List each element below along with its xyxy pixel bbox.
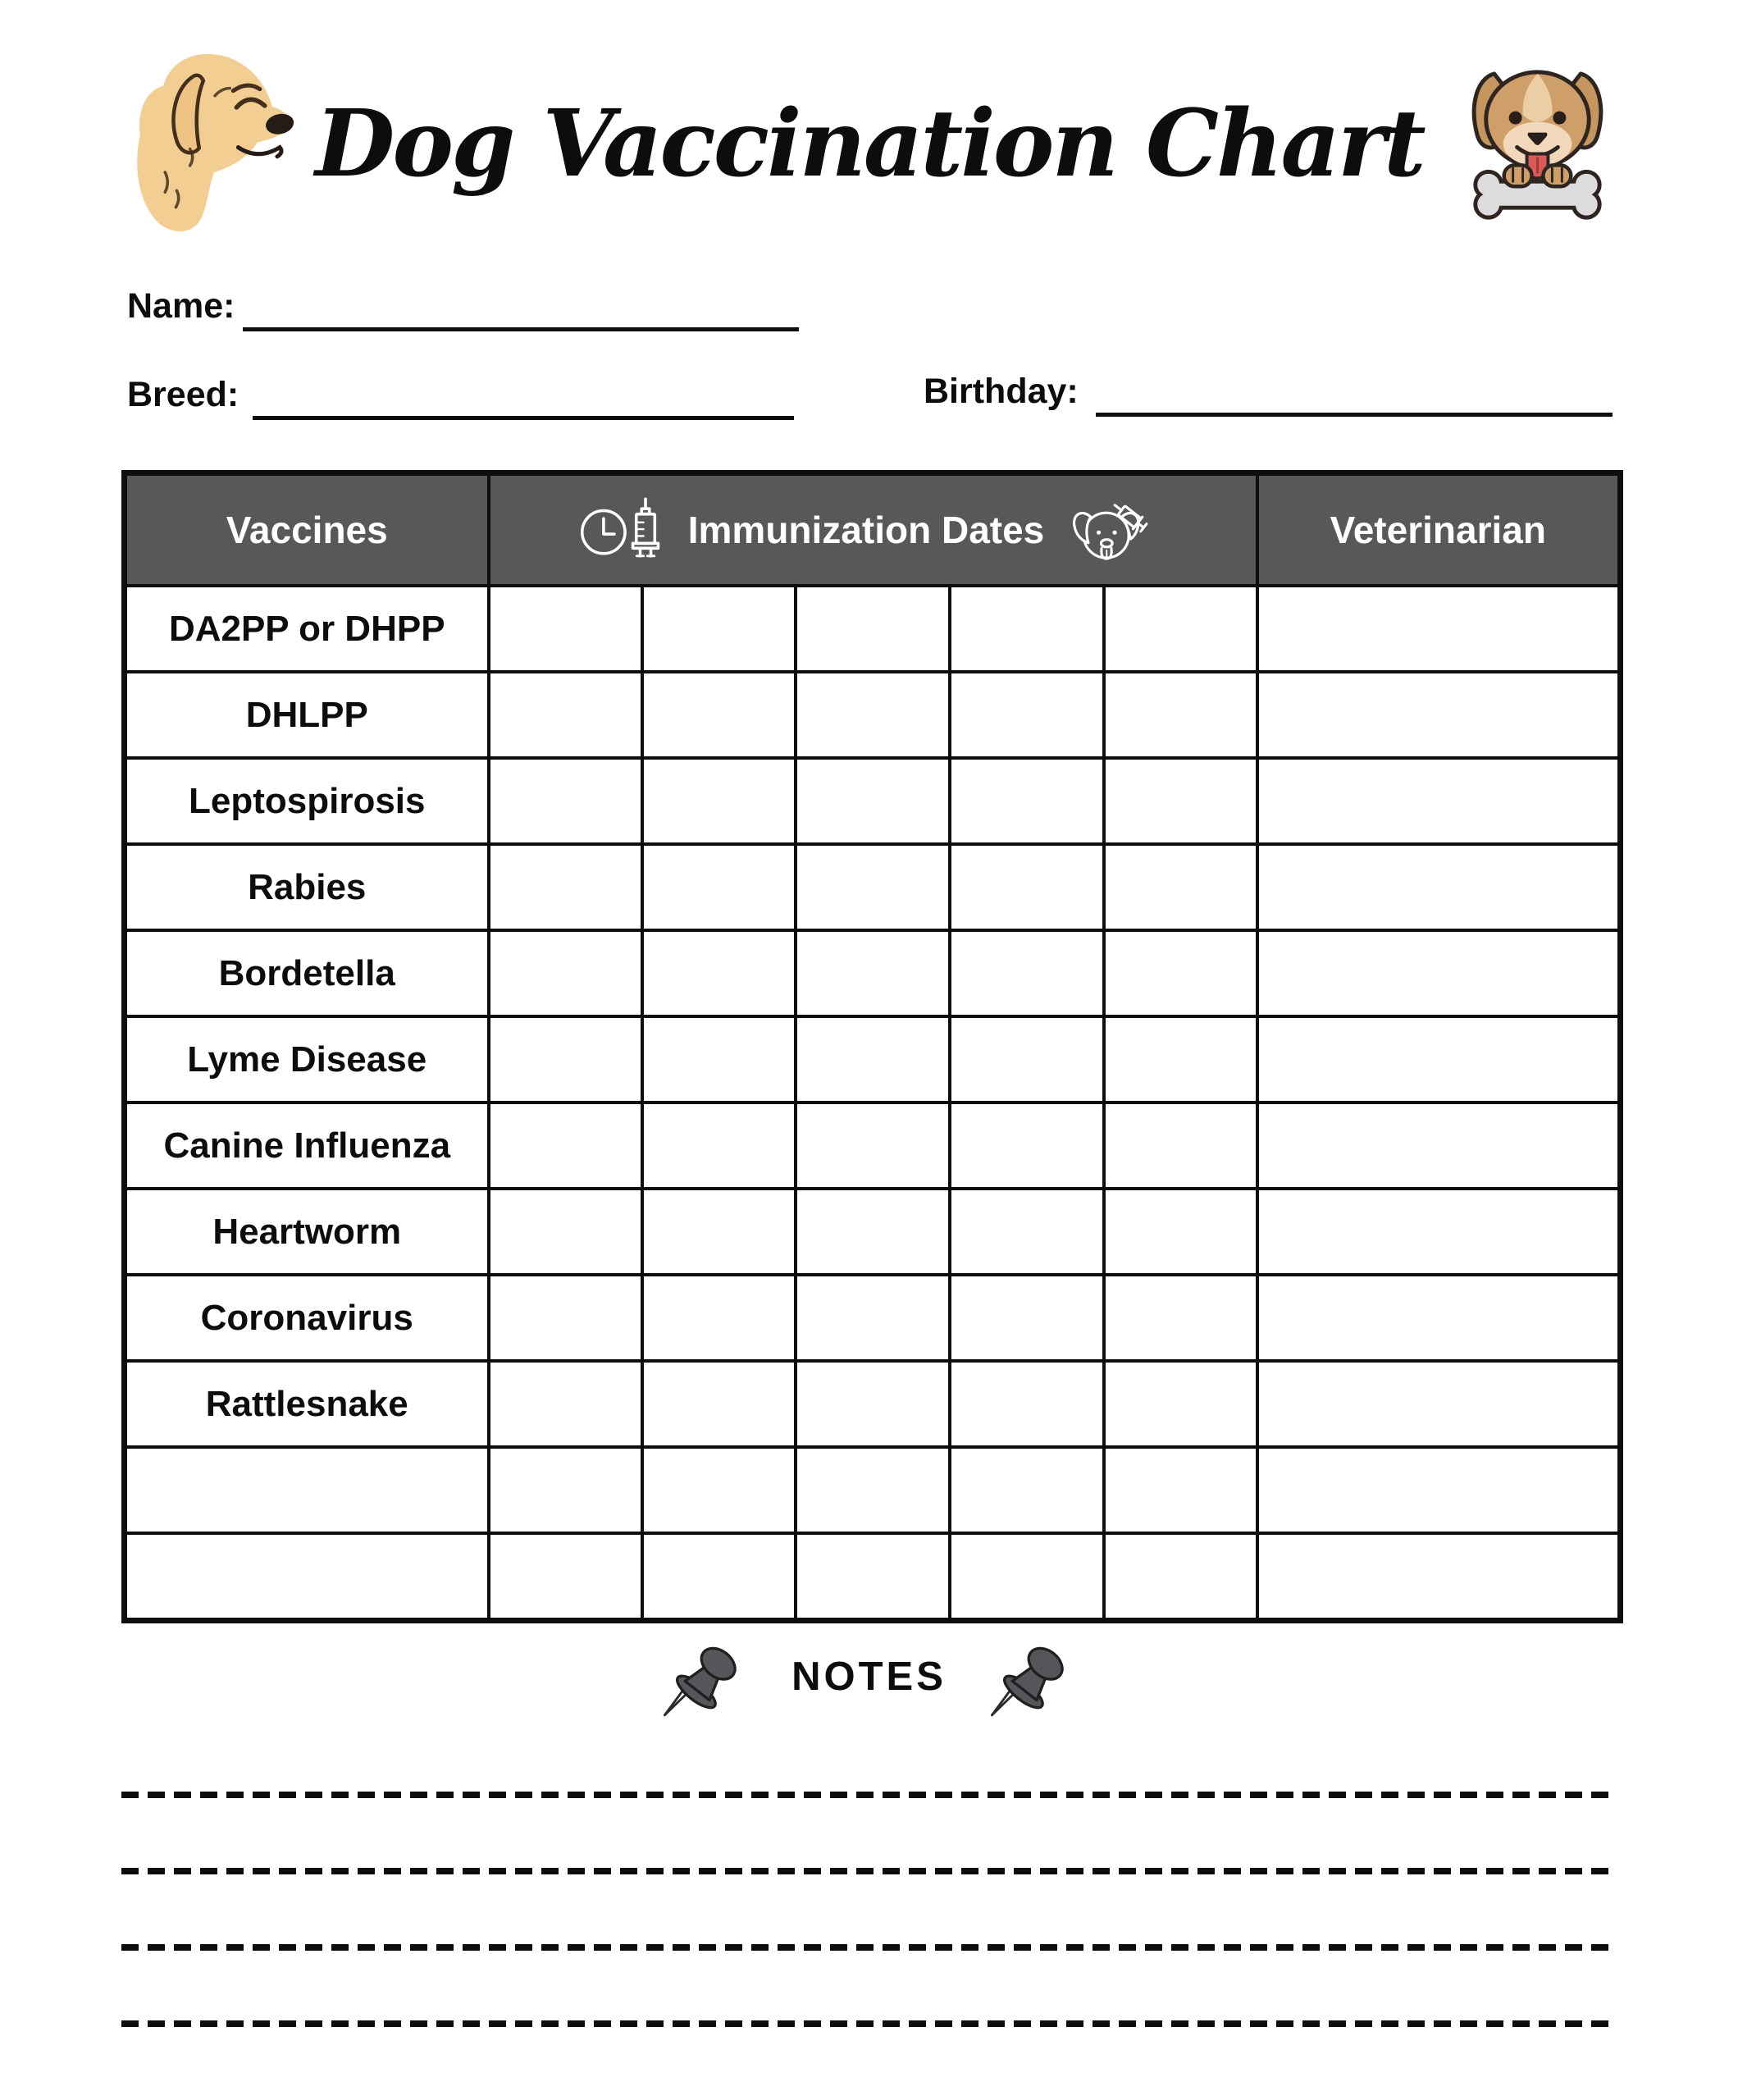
date-cell[interactable] [950,672,1104,758]
veterinarian-cell[interactable] [1257,844,1621,930]
breed-fill-line[interactable] [253,416,794,420]
veterinarian-cell[interactable] [1257,1275,1621,1361]
date-cell[interactable] [489,1275,642,1361]
date-cell[interactable] [489,930,642,1016]
veterinarian-cell[interactable] [1257,672,1621,758]
vaccine-name-cell-blank[interactable] [125,1447,489,1533]
date-cell[interactable] [489,586,642,672]
date-cell[interactable] [950,586,1104,672]
date-cell[interactable] [1104,1102,1257,1189]
date-cell[interactable] [796,672,950,758]
vaccine-name-cell: Coronavirus [125,1275,489,1361]
date-cell[interactable] [796,586,950,672]
table-row [125,1447,1621,1533]
dog-syringe-icon [1069,495,1167,564]
page-title: Dog Vaccination Chart [315,89,1424,198]
date-cell[interactable] [642,758,796,844]
vaccines-header: Vaccines [125,473,489,587]
puppy-with-bone-icon [1440,52,1635,236]
table-row [125,1361,1621,1447]
date-cell[interactable] [642,1016,796,1102]
notes-title: NOTES [791,1655,947,1699]
date-cell[interactable] [796,1361,950,1447]
vaccine-name-cell: Bordetella [125,930,489,1016]
table-row [125,758,1621,844]
veterinarian-cell[interactable] [1257,1533,1621,1621]
date-cell[interactable] [950,930,1104,1016]
veterinarian-cell[interactable] [1257,1102,1621,1189]
veterinarian-cell[interactable] [1257,1447,1621,1533]
veterinarian-header: Veterinarian [1257,473,1621,587]
table-row [125,930,1621,1016]
date-cell[interactable] [489,1102,642,1189]
date-cell[interactable] [796,1533,950,1621]
clock-syringe-icon [578,495,664,564]
date-cell[interactable] [642,586,796,672]
date-cell[interactable] [796,1447,950,1533]
vaccine-name-cell: Canine Influenza [125,1102,489,1189]
date-cell[interactable] [642,1275,796,1361]
date-cell[interactable] [796,1016,950,1102]
date-cell[interactable] [642,1447,796,1533]
table-header-row [125,473,1621,587]
date-cell[interactable] [489,844,642,930]
pushpin-icon [984,1628,1081,1725]
date-cell[interactable] [1104,758,1257,844]
date-cell[interactable] [796,930,950,1016]
date-cell[interactable] [489,1016,642,1102]
table-row [125,1189,1621,1275]
notes-fill-line[interactable] [121,2020,1616,2027]
date-cell[interactable] [1104,1447,1257,1533]
date-cell[interactable] [1104,672,1257,758]
date-cell[interactable] [489,1533,642,1621]
vaccine-name-cell: DA2PP or DHPP [125,586,489,672]
date-cell[interactable] [642,1533,796,1621]
table-row [125,586,1621,672]
table-row [125,1102,1621,1189]
birthday-label: Birthday: [924,372,1079,411]
date-cell[interactable] [489,1361,642,1447]
veterinarian-cell[interactable] [1257,1361,1621,1447]
pushpin-icon [657,1628,754,1725]
date-cell[interactable] [1104,586,1257,672]
date-cell[interactable] [796,1275,950,1361]
birthday-fill-line[interactable] [1096,413,1613,417]
date-cell[interactable] [950,1102,1104,1189]
date-cell[interactable] [950,1016,1104,1102]
table-row [125,1533,1621,1621]
date-cell[interactable] [950,1189,1104,1275]
vaccine-name-cell: Leptospirosis [125,758,489,844]
notes-header [0,1623,1738,1731]
date-cell[interactable] [489,1189,642,1275]
vaccine-name-cell: Heartworm [125,1189,489,1275]
vaccine-name-cell: Lyme Disease [125,1016,489,1102]
veterinarian-cell[interactable] [1257,930,1621,1016]
date-cell[interactable] [642,844,796,930]
date-cell[interactable] [1104,1361,1257,1447]
notes-fill-line[interactable] [121,1868,1616,1874]
date-cell[interactable] [1104,1275,1257,1361]
date-cell[interactable] [796,1102,950,1189]
date-cell[interactable] [796,844,950,930]
date-cell[interactable] [642,1189,796,1275]
veterinarian-cell[interactable] [1257,758,1621,844]
date-cell[interactable] [950,844,1104,930]
date-cell[interactable] [489,758,642,844]
table-row [125,844,1621,930]
date-cell[interactable] [642,930,796,1016]
veterinarian-cell[interactable] [1257,586,1621,672]
vaccine-name-cell: Rabies [125,844,489,930]
veterinarian-cell[interactable] [1257,1016,1621,1102]
name-label: Name: [127,286,235,326]
vaccine-name-cell: DHLPP [125,672,489,758]
vaccination-table [121,470,1623,1623]
date-cell[interactable] [642,672,796,758]
date-cell[interactable] [489,1447,642,1533]
notes-fill-line[interactable] [121,1792,1616,1798]
date-cell[interactable] [1104,844,1257,930]
date-cell[interactable] [1104,1189,1257,1275]
date-cell[interactable] [796,1189,950,1275]
table-row [125,672,1621,758]
date-cell[interactable] [950,1533,1104,1621]
table-row [125,1016,1621,1102]
golden-retriever-icon [116,48,308,235]
veterinarian-cell[interactable] [1257,1189,1621,1275]
vaccine-name-cell: Rattlesnake [125,1361,489,1447]
date-cell[interactable] [1104,1016,1257,1102]
date-cell[interactable] [950,758,1104,844]
table-row [125,1275,1621,1361]
date-cell[interactable] [796,758,950,844]
name-fill-line[interactable] [243,327,799,331]
notes-fill-line[interactable] [121,1944,1616,1951]
date-cell[interactable] [950,1275,1104,1361]
date-cell[interactable] [950,1447,1104,1533]
date-cell[interactable] [642,1102,796,1189]
date-cell[interactable] [1104,930,1257,1016]
date-cell[interactable] [489,672,642,758]
date-cell[interactable] [950,1361,1104,1447]
immunization-dates-label: Immunization Dates [687,509,1045,551]
date-cell[interactable] [642,1361,796,1447]
date-cell[interactable] [1104,1533,1257,1621]
breed-label: Breed: [127,375,239,414]
vaccine-name-cell-blank[interactable] [125,1533,489,1621]
immunization-dates-header [489,473,1257,587]
